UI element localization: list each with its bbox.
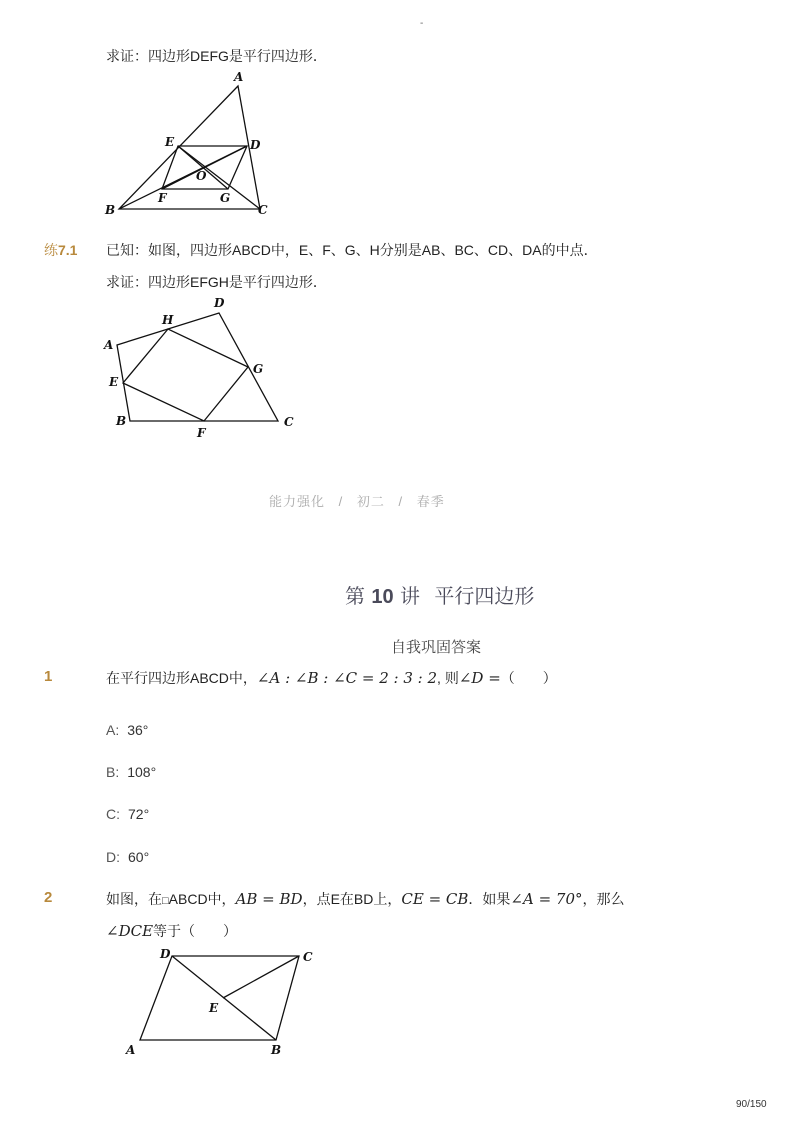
footer-season: 春季 — [416, 494, 445, 509]
fig1-label-o: O — [196, 169, 207, 183]
footer-grade: 初二 — [356, 494, 385, 509]
prev-prove-text: 求证：四边形DEFG是平行四边形． — [106, 48, 327, 64]
fig2-label-g: G — [253, 362, 264, 376]
q1-option-d[interactable]: D: 60° — [106, 849, 150, 865]
fig1-label-c: C — [258, 203, 268, 217]
fig3-label-e: E — [209, 1001, 219, 1015]
fig1-label-b: B — [105, 203, 116, 217]
question-1-stem: 在平行四边形ABCD中，∠A : ∠B : ∠C = 2 : 3 : 2, 则∠D =（ ） — [106, 669, 557, 687]
figure-triangle-defg — [95, 68, 285, 220]
q1-option-c[interactable]: C: 72° — [106, 806, 150, 822]
chapter-title: 第 10 讲 平行四边形 — [345, 584, 535, 608]
fig2-label-a: A — [104, 338, 114, 352]
quad-efgh — [123, 329, 248, 421]
fig2-label-b: B — [116, 414, 127, 428]
figure-parallelogram-abcd — [120, 942, 330, 1062]
footer-sep-2: / — [398, 494, 404, 509]
fig2-label-d: D — [214, 296, 225, 310]
q1-option-b[interactable]: B: 108° — [106, 764, 157, 780]
fig1-label-d: D — [250, 138, 261, 152]
q1-option-a[interactable]: A: 36° — [106, 722, 149, 738]
section-subtitle: 自我巩固答案 — [391, 638, 482, 656]
fig2-label-e: E — [109, 375, 119, 389]
fig1-label-a: A — [234, 70, 244, 84]
question-2-stem-line2: ∠DCE等于（ ） — [106, 922, 238, 940]
figure-quad-efgh — [100, 295, 310, 445]
page-footer-breadcrumb — [269, 491, 445, 510]
footer-section: 能力强化 — [269, 494, 326, 509]
page-number: 90/150 — [736, 1099, 767, 1110]
exercise-given-text: 已知：如图，四边形ABCD中，E、F、G、H分别是AB、BC、CD、DA的中点． — [106, 242, 598, 258]
exercise-label: 练7.1 — [44, 242, 78, 258]
fig3-label-a: A — [126, 1043, 136, 1057]
exercise-prove-text: 求证：四边形EFGH是平行四边形． — [106, 274, 327, 290]
fig2-label-c: C — [284, 415, 294, 429]
footer-sep-1: / — [338, 494, 344, 509]
fig3-label-c: C — [303, 950, 313, 964]
triangle-abc — [119, 86, 260, 209]
fig1-label-f: F — [158, 191, 167, 205]
question-number-1: 1 — [44, 668, 53, 685]
question-2-stem-line1: 如图，在□ABCD中，AB = BD，点E在BD上，CE = CB．如果∠A = 70°，那么 — [106, 890, 625, 908]
fig1-label-g: G — [220, 191, 231, 205]
fig3-label-b: B — [271, 1043, 282, 1057]
fig2-label-f: F — [197, 426, 206, 440]
fig1-label-e: E — [165, 135, 175, 149]
fig3-label-d: D — [160, 947, 171, 961]
question-number-2: 2 — [44, 889, 53, 906]
segment-ce — [223, 956, 299, 998]
top-mark: - — [420, 18, 424, 29]
fig2-label-h: H — [162, 313, 174, 327]
